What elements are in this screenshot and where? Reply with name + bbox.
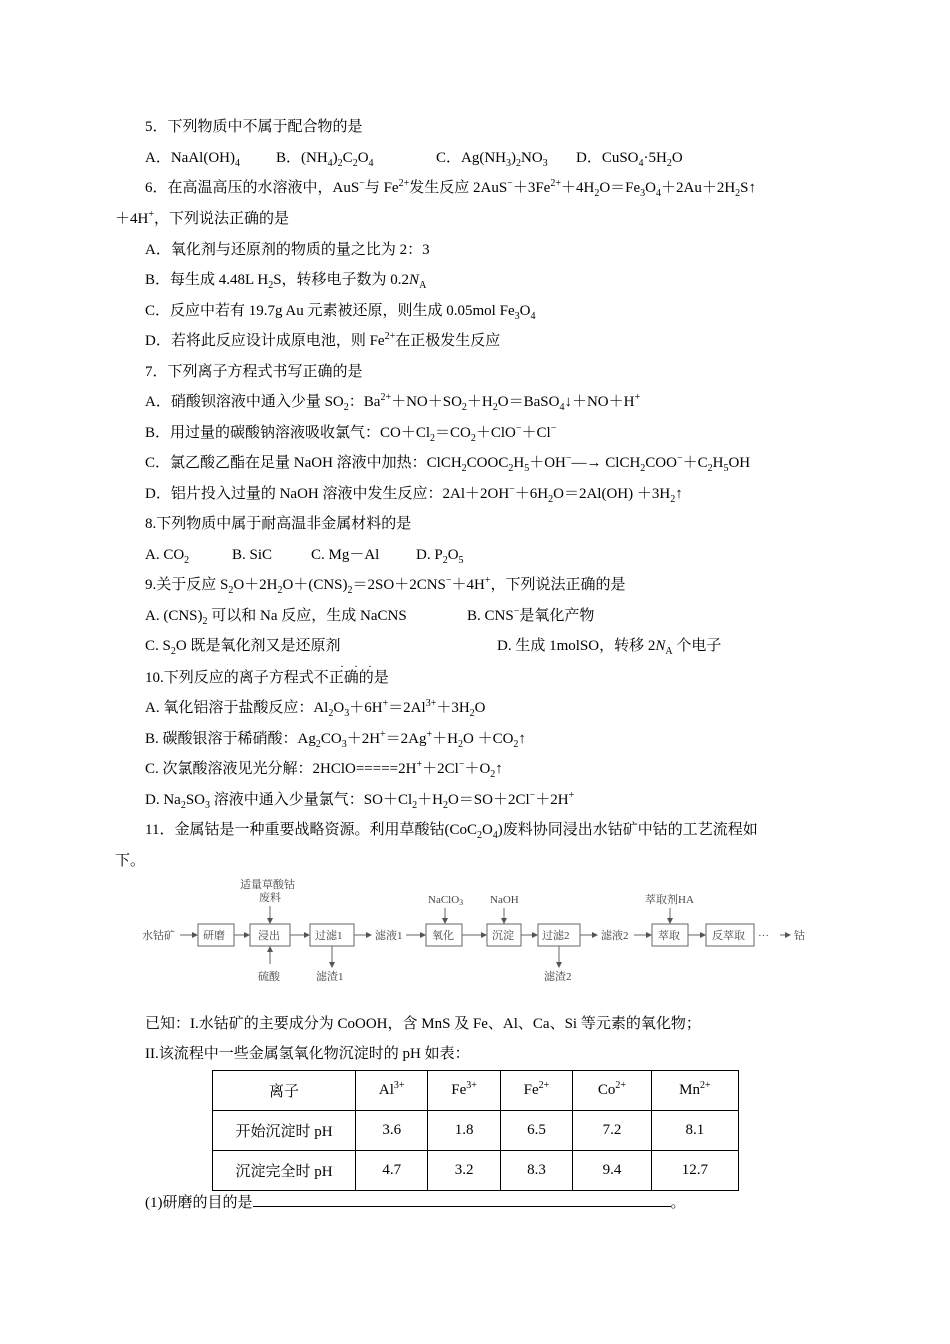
q9-option-d: D. 生成 1molSO，转移 $2N_A$ 个电子: [497, 638, 722, 657]
table-cell: 7.2: [573, 1111, 652, 1151]
q8-option-c: C. Mg－Al: [311, 547, 380, 563]
q6-stem-line2: ＋4H+，下列说法正确的是: [115, 209, 289, 227]
q7-option-a: A．硝酸钡溶液中通入少量 $SO_2$：$Ba^{2+}+NO+SO_2+H_2O=BaSO_4↓+NO+H^+$: [145, 392, 641, 413]
q5-option-d: D．$CuSO_4\cdot 5H_2O$: [576, 150, 683, 169]
table-header-row: [213, 1071, 739, 1111]
flow-top2: NaClO3: [428, 894, 464, 907]
table-cell: 3.6: [356, 1111, 428, 1151]
table-cell: 6.5: [500, 1111, 572, 1151]
header-cell: $Mn^{2+}$: [651, 1071, 738, 1111]
known-1: 已知：I.水钴矿的主要成分为 CoOOH，含 MnS 及 Fe、Al、Ca、Si 等元素的氧化物；: [145, 1016, 701, 1032]
header-cell: 离子: [213, 1071, 356, 1111]
q9-option-c: C. $S_2O$ 既是氧化剂又是还原剂: [145, 638, 341, 657]
table-cell: 开始沉淀时 pH: [213, 1111, 356, 1151]
table-cell: 12.7: [651, 1151, 738, 1191]
flow-output: 钴: [794, 930, 805, 942]
table-cell: 1.8: [428, 1111, 500, 1151]
q6-stem: 6．在高温高压的水溶液中，AuS−与 $Fe^{2+}$发生反应 $2AuS^-+3Fe^{2+}+4H_2O=Fe_3O_4+2Au+2H_2S↑$: [145, 178, 757, 199]
q10-option-c: C. 次氯酸溶液见光分解：$2HClO=====2H^++2Cl^-+O_2↑$: [145, 759, 503, 780]
q9-stem: 9.关于反应 $S_2O+2H_2O+(CNS)_2=2SO+2CNS^-+4H^+$，下列说法正确的是: [145, 575, 626, 596]
q7-option-b: B．用过量的碳酸钠溶液吸收氯气：$CO+Cl_2=CO_2+ClO^-+Cl^-$: [145, 423, 557, 444]
ph-table: [212, 1070, 739, 1191]
flow-b6: 过滤2: [542, 930, 570, 942]
q11-stem-line2: 下。: [115, 853, 146, 869]
flow-top1b: 废料: [259, 892, 281, 904]
emphasis-dots: ···: [340, 659, 382, 673]
process-flow-diagram: [140, 872, 820, 992]
q10-option-d: D. $Na_2SO_3$ 溶液中通入少量氯气：$SO+Cl_2+H_2O=SO+2Cl^-+2H^+$: [145, 790, 575, 811]
flow-bot3: 滤渣2: [544, 971, 572, 983]
q9-option-a: A. $(CNS)_2$ 可以和 Na 反应，生成 NaCNS: [145, 608, 407, 627]
header-cell: $Fe^{2+}$: [500, 1071, 572, 1111]
flow-b7: 萃取: [658, 930, 680, 942]
q11-sub1: (1)研磨的目的是 。: [145, 1192, 686, 1213]
table-cell: 4.7: [356, 1151, 428, 1191]
q8-stem: 8.下列物质中属于耐高温非金属材料的是: [145, 516, 412, 532]
flow-b1: 研磨: [203, 930, 225, 942]
q6-option-a: A．氧化剂与还原剂的物质的量之比为 2：3: [145, 242, 430, 258]
table-cell: 沉淀完全时 pH: [213, 1151, 356, 1191]
q6-option-b: B．每生成 4.48L $H_2S$，转移电子数为 $0.2N_A$: [145, 272, 427, 291]
q8-option-b: B. SiC: [232, 547, 273, 563]
q10-stem: 10.下列反应的离子方程式不正确的是: [145, 670, 389, 686]
flow-dots: ···: [758, 930, 769, 942]
flow-top3: NaOH: [490, 894, 519, 906]
flow-b4: 氧化: [432, 930, 454, 942]
q11-stem: 11．金属钴是一种重要战略资源。利用草酸钴$(CoC_2O_4)$废料协同浸出水钴矿中钴的工艺流程如: [145, 822, 758, 841]
q6-option-c: C．反应中若有 19.7g Au 元素被还原，则生成 0.05mol $Fe_3O_4$: [145, 303, 536, 322]
table-row: [213, 1151, 739, 1191]
q5-option-a: A．$NaAl(OH)_4$: [145, 150, 240, 169]
q9-option-b: B. CNS−是氧化产物: [467, 606, 595, 624]
table-cell: 9.4: [573, 1151, 652, 1191]
flow-bot2: 滤渣1: [316, 971, 344, 983]
q6-option-d: D．若将此反应设计成原电池，则 $Fe^{2+}$在正极发生反应: [145, 331, 501, 349]
q7-option-d: D．铝片投入过量的 NaOH 溶液中发生反应：$2Al+2OH^-+6H_2O=2Al(OH)$ $+3H_2↑$: [145, 484, 683, 505]
flow-top1a: 适量草酸钴: [240, 879, 295, 891]
flow-b2: 浸出: [258, 930, 280, 942]
flow-l2: 滤液2: [601, 930, 629, 942]
table-row: [213, 1111, 739, 1151]
q7-option-c: C．氯乙酸乙酯在足量 NaOH 溶液中加热：$ClCH_2COOC_2H_5+OH^-—\to$ $ClCH_2COO^-+C_2H_5OH$: [145, 453, 751, 474]
flow-b5: 沉淀: [492, 930, 514, 942]
flow-input: 水钴矿: [142, 930, 175, 942]
flow-b3: 过滤1: [315, 930, 343, 942]
q5-option-b: B．$(NH_4)_2C_2O_4$: [276, 150, 374, 169]
table-cell: 3.2: [428, 1151, 500, 1191]
q10-option-a: A. 氧化铝溶于盐酸反应：$Al_2O_3+6H^+=2Al^{3+}+3H_2O$: [145, 698, 486, 719]
table-cell: 8.1: [651, 1111, 738, 1151]
header-cell: $Fe^{3+}$: [428, 1071, 500, 1111]
q5-option-c: C．$Ag(NH_3)_2NO_3$: [436, 150, 548, 169]
table-cell: 8.3: [500, 1151, 572, 1191]
q5-stem: 5．下列物质中不属于配合物的是: [145, 119, 363, 135]
flow-b8: 反萃取: [712, 930, 745, 942]
header-cell: $Co^{2+}$: [573, 1071, 652, 1111]
q8-option-a: A. $CO_2$: [145, 547, 190, 566]
q7-stem: 7．下列离子方程式书写正确的是: [145, 364, 363, 380]
q8-option-d: D. $P_2O_5$: [416, 547, 464, 566]
flow-bot1: 硫酸: [258, 971, 280, 983]
flow-top4: 萃取剂HA: [645, 894, 694, 906]
flow-l1: 滤液1: [375, 930, 403, 942]
known-2: II.该流程中一些金属氢氧化物沉淀时的 pH 如表：: [145, 1046, 470, 1062]
answer-blank[interactable]: [253, 1192, 671, 1207]
header-cell: $Al^{3+}$: [356, 1071, 428, 1111]
q10-option-b: B. 碳酸银溶于稀硝酸：$Ag_2CO_3+2H^+=2Ag^++H_2O$ $+CO_2↑$: [145, 729, 526, 750]
